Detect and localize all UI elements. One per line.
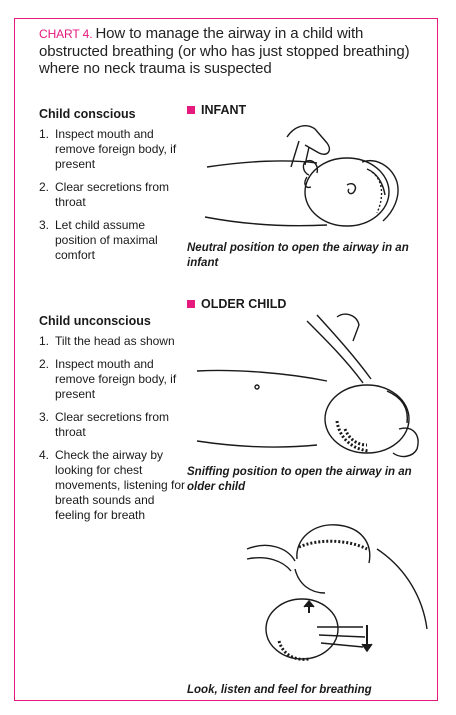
chart-frame: [14, 18, 438, 701]
chart-label: CHART 4.: [39, 27, 93, 41]
section-marker: [187, 300, 195, 308]
chart-title: [39, 25, 419, 77]
section-marker: [187, 106, 195, 114]
list-item: 3. Clear secretions from throat: [39, 410, 170, 439]
conscious-steps: [39, 127, 187, 271]
unconscious-heading: Child unconscious: [39, 314, 151, 328]
older-child-caption: Sniffing position to open the airway in an older child: [187, 466, 412, 493]
list-item: 2. Inspect mouth and remove foreign body, if present: [39, 357, 177, 401]
infant-section-title: INFANT: [187, 103, 246, 117]
list-item: 1. Tilt the head as shown: [39, 334, 175, 348]
breathing-caption: Look, listen and feel for breathing: [187, 684, 372, 696]
chart-title-text: How to manage the airway in a child with obstructed breathing (or who has just stopped breathing) where no neck trauma is suspected: [39, 25, 410, 77]
older-child-section-title: OLDER CHILD: [187, 297, 286, 311]
list-item: 2. Clear secretions from throat: [39, 180, 170, 209]
infant-airway-illustration: [187, 117, 432, 237]
infant-caption: Neutral position to open the airway in an infant: [187, 242, 409, 269]
conscious-heading: Child conscious: [39, 107, 136, 121]
older-child-airway-illustration: [187, 311, 432, 461]
unconscious-steps: [39, 334, 187, 531]
list-item: 3. Let child assume position of maximal comfort: [39, 218, 158, 262]
list-item: 4. Check the airway by looking for chest movements, listening for breath sounds and feeling for breath: [39, 448, 186, 522]
list-item: 1. Inspect mouth and remove foreign body, if present: [39, 127, 177, 171]
look-listen-feel-illustration: [187, 509, 432, 679]
